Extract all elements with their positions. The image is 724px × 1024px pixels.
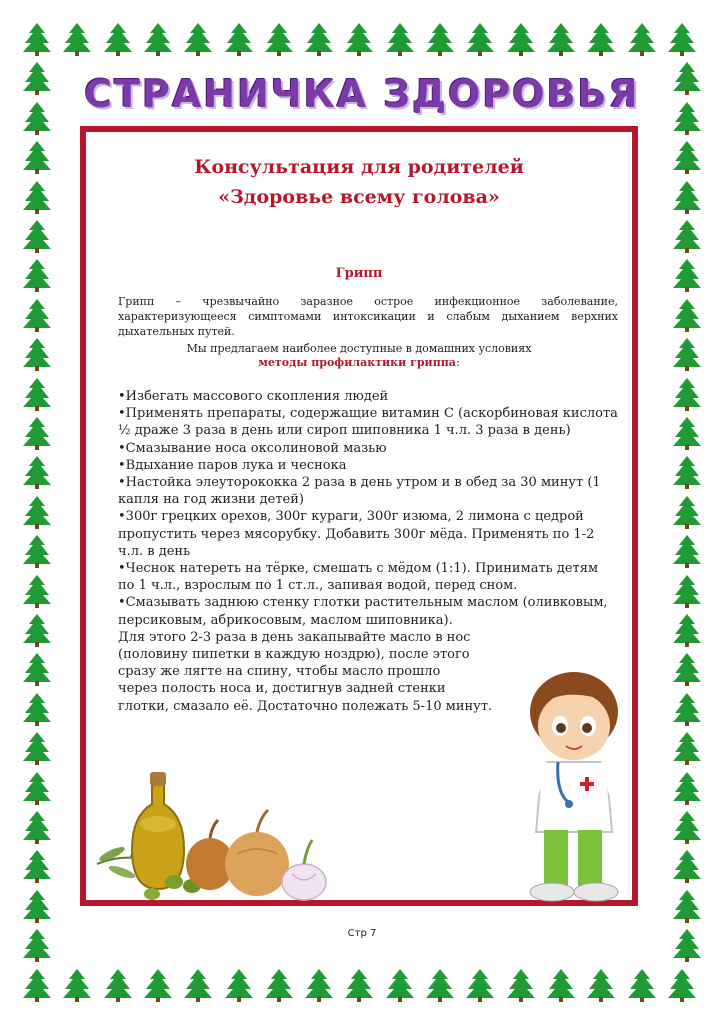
christmas-tree-icon [672, 731, 702, 765]
christmas-tree-icon [672, 574, 702, 608]
christmas-tree-icon [465, 968, 495, 1002]
christmas-tree-icon [672, 534, 702, 568]
christmas-tree-icon [672, 613, 702, 647]
page-number: Стр 7 [347, 928, 377, 939]
christmas-tree-icon [103, 968, 133, 1002]
christmas-tree-icon [546, 968, 576, 1002]
christmas-tree-icon [672, 495, 702, 529]
christmas-tree-icon [344, 22, 374, 56]
christmas-tree-icon [22, 534, 52, 568]
christmas-tree-icon [22, 652, 52, 686]
christmas-tree-icon [62, 968, 92, 1002]
continuation-line: через полость носа и, достигнув задней стенки [118, 681, 446, 697]
christmas-tree-icon [672, 298, 702, 332]
christmas-tree-icon [672, 416, 702, 450]
christmas-tree-icon [672, 140, 702, 174]
christmas-tree-icon [672, 180, 702, 214]
list-item: •Вдыхание паров лука и чеснока [118, 457, 347, 473]
consultation-heading-line1: Консультация для родителей [194, 156, 524, 178]
methods-title [86, 356, 632, 369]
christmas-tree-icon [22, 849, 52, 883]
christmas-tree-icon [22, 180, 52, 214]
christmas-tree-icon [22, 771, 52, 805]
methods-title-text: методы профилактики гриппа [258, 356, 456, 369]
christmas-tree-icon [672, 258, 702, 292]
methods-title-colon: : [455, 356, 460, 369]
christmas-tree-icon [304, 968, 334, 1002]
christmas-tree-icon [264, 968, 294, 1002]
christmas-tree-icon [143, 22, 173, 56]
christmas-tree-icon [506, 22, 536, 56]
christmas-tree-icon [546, 22, 576, 56]
christmas-tree-icon [22, 377, 52, 411]
christmas-tree-icon [62, 22, 92, 56]
christmas-tree-icon [465, 22, 495, 56]
christmas-tree-icon [627, 968, 657, 1002]
christmas-tree-icon [22, 495, 52, 529]
christmas-tree-icon [425, 968, 455, 1002]
christmas-tree-icon [22, 416, 52, 450]
christmas-tree-icon [672, 652, 702, 686]
christmas-tree-icon [667, 22, 697, 56]
list-item: •Смазывание носа оксолиновой мазью [118, 440, 387, 456]
christmas-tree-icon [22, 968, 52, 1002]
list-item: •Настойка элеуторококка 2 раза в день утром и в обед за 30 минут (1 капля на год жизни детей) [118, 475, 601, 508]
christmas-tree-icon [224, 22, 254, 56]
christmas-tree-icon [103, 22, 133, 56]
continuation-line: (половину пипетки в каждую ноздрю), после этого [118, 647, 470, 663]
christmas-tree-icon [22, 140, 52, 174]
christmas-tree-icon [672, 889, 702, 923]
christmas-tree-icon [672, 455, 702, 489]
list-item: •Применять препараты, содержащие витамин С (аскорбиновая кислота ½ драже 3 раза в день или сироп шиповника 1 ч.л. 3 раза в день) [118, 406, 618, 439]
christmas-tree-icon [22, 692, 52, 726]
christmas-tree-icon [672, 771, 702, 805]
christmas-tree-icon [304, 22, 334, 56]
christmas-tree-icon [22, 810, 52, 844]
christmas-tree-icon [667, 968, 697, 1002]
christmas-tree-icon [264, 22, 294, 56]
christmas-tree-icon [586, 968, 616, 1002]
christmas-tree-icon [672, 692, 702, 726]
christmas-tree-icon [586, 22, 616, 56]
consultation-heading-line2: «Здоровье всему голова» [218, 186, 500, 208]
consultation-heading [86, 152, 632, 212]
christmas-tree-icon [224, 968, 254, 1002]
list-item: •Чеснок натереть на тёрке, смешать с мёдом (1:1). Принимать детям по 1 ч.л., взрослым по 1 ст.л., запивая водой, перед сном. [118, 561, 599, 594]
page-title: СТРАНИЧКА ЗДОРОВЬЯ [84, 72, 640, 116]
doctor-boy-illustration [508, 662, 636, 907]
intro-paragraph: Грипп – чрезвычайно заразное острое инфекционное заболевание, характеризующееся симптомами интоксикации и слабым дыханием верхних дыхательных путей. [118, 295, 618, 338]
christmas-tree-icon [22, 613, 52, 647]
christmas-tree-icon [22, 455, 52, 489]
christmas-tree-icon [672, 810, 702, 844]
list-item: •Избегать массового скопления людей [118, 389, 389, 404]
christmas-tree-icon [672, 337, 702, 371]
continuation-line: глотки, смазало её. Достаточно полежать 5-10 минут. [118, 698, 493, 714]
christmas-tree-icon [22, 219, 52, 253]
christmas-tree-icon [385, 22, 415, 56]
section-title: Грипп [335, 266, 383, 281]
christmas-tree-icon [22, 337, 52, 371]
christmas-tree-icon [22, 22, 52, 56]
christmas-tree-icon [22, 889, 52, 923]
christmas-tree-icon [183, 22, 213, 56]
christmas-tree-icon [143, 968, 173, 1002]
christmas-tree-icon [22, 258, 52, 292]
christmas-tree-icon [672, 849, 702, 883]
christmas-tree-icon [425, 22, 455, 56]
continuation-line: Для этого 2-3 раза в день закапывайте масло в нос [118, 629, 471, 645]
christmas-tree-icon [22, 298, 52, 332]
content-frame [80, 126, 638, 906]
christmas-tree-icon [506, 968, 536, 1002]
christmas-tree-icon [22, 731, 52, 765]
olive-oil-onion-garlic-illustration [92, 754, 332, 904]
christmas-tree-icon [22, 574, 52, 608]
christmas-tree-icon [385, 968, 415, 1002]
list-item: •300г грецких орехов, 300г кураги, 300г изюма, 2 лимона с цедрой пропустить через мясорубку. Добавить 300г мёда. Применять по 1-2 ч.л. в день [118, 509, 595, 559]
christmas-tree-icon [344, 968, 374, 1002]
christmas-tree-icon [627, 22, 657, 56]
christmas-tree-icon [672, 377, 702, 411]
offer-line: Мы предлагаем наиболее доступные в домашних условиях [186, 342, 532, 355]
christmas-tree-icon [183, 968, 213, 1002]
list-item: •Смазывать заднюю стенку глотки растительным маслом (оливковым, персиковым, абрикосовым, маслом шиповника). [118, 595, 608, 628]
continuation-line: сразу же лягте на спину, чтобы масло прошло [118, 664, 441, 680]
christmas-tree-icon [672, 219, 702, 253]
